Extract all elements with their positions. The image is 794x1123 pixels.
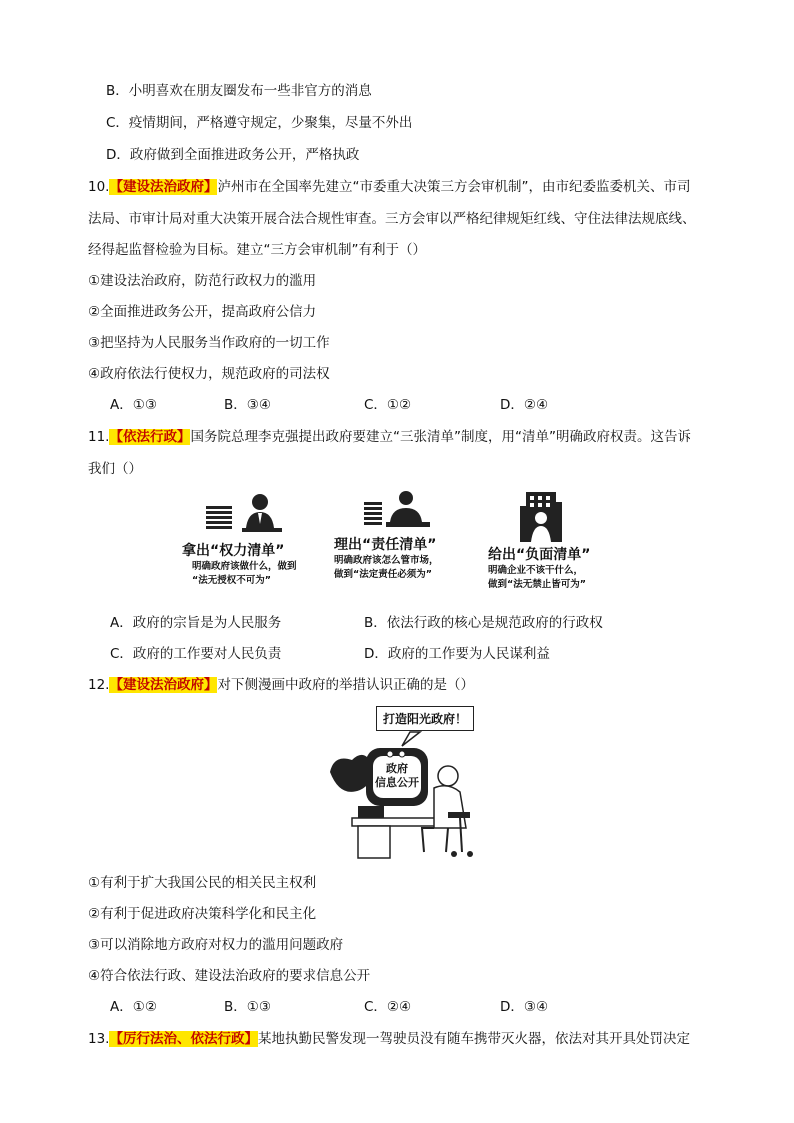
q12-item-1: ①有利于扩大我国公民的相关民主权利 — [88, 875, 317, 891]
q12-choice-c: C．②④ — [364, 999, 412, 1015]
monitor-label-line2: 信息公开 — [375, 776, 419, 789]
q10-tag: 【建设法治政府】 — [109, 179, 218, 195]
speech-bubble: 打造阳光政府！ — [376, 706, 474, 731]
panel3-desc1: 明确企业不该干什么， — [488, 565, 584, 576]
q10-stem-line1 — [88, 178, 690, 196]
q9-option-c: C．疫情期间，严格遵守规定，少聚集，尽量不外出 — [106, 115, 413, 131]
q9-option-b: B．小明喜欢在朋友圈发布一些非官方的消息 — [106, 83, 372, 99]
three-lists-cartoon — [178, 488, 618, 598]
q13-number: 13. — [88, 1031, 110, 1047]
official-at-desk-icon — [360, 488, 470, 534]
q11-choice-a: A．政府的宗旨是为人民服务 — [110, 615, 282, 631]
q12-number: 12. — [88, 677, 110, 693]
cartoon-panel-power-list — [178, 488, 318, 598]
q11-stem-line1 — [88, 428, 691, 446]
panel1-title: 拿出“权力清单” — [182, 543, 285, 559]
sunshine-government-cartoon — [330, 702, 480, 860]
q12-choice-b: B．①③ — [224, 999, 271, 1015]
q10-item-4: ④政府依法行使权力，规范政府的司法权 — [88, 366, 330, 382]
person-with-building-icon — [516, 488, 596, 544]
q10-stem-line2: 法局、市审计局对重大决策开展合法合规性审查。三方会审以严格纪律规矩红线、守住法律法规底线、 — [88, 211, 696, 227]
q12-choice-d: D．③④ — [500, 999, 549, 1015]
panel2-desc1: 明确政府该怎么管市场， — [334, 555, 439, 566]
monitor-label-line1: 政府 — [386, 762, 408, 775]
q13-tag: 【厉行法治、依法行政】 — [109, 1031, 258, 1047]
q12-item-3: ③可以消除地方政府对权力的滥用问题政府 — [88, 937, 344, 953]
q13-text1: 某地执勤民警发现一驾驶员没有随车携带灭火器，依法对其开具处罚决定 — [257, 1031, 690, 1047]
official-with-documents-icon — [202, 488, 312, 534]
q10-number: 10. — [88, 179, 110, 195]
q10-choice-d: D．②④ — [500, 397, 549, 413]
panel3-title: 给出“负面清单” — [488, 547, 591, 563]
panel2-desc2: 做到“法定责任必须为” — [334, 569, 432, 580]
q12-tag: 【建设法治政府】 — [109, 677, 218, 693]
q10-choice-c: C．①② — [364, 397, 412, 413]
cartoon-panel-negative-list — [482, 488, 622, 598]
q10-item-2: ②全面推进政务公开，提高政府公信力 — [88, 304, 317, 320]
q11-choice-c: C．政府的工作要对人民负责 — [110, 646, 282, 662]
q10-item-3: ③把坚持为人民服务当作政府的一切工作 — [88, 335, 330, 351]
q11-choice-b: B．依法行政的核心是规范政府的行政权 — [364, 615, 603, 631]
cartoon-panel-responsibility-list — [330, 488, 470, 598]
q10-text1: 泸州市在全国率先建立“市委重大决策三方会审机制”，由市纪委监委机关、市司 — [217, 179, 691, 195]
q11-number: 11. — [88, 429, 110, 445]
q11-text1: 国务院总理李克强提出政府要建立“三张清单”制度，用“清单”明确政府权责。这告诉 — [190, 429, 691, 445]
q12-text1: 对下侧漫画中政府的举措认识正确的是（） — [217, 677, 474, 693]
q12-stem-line1 — [88, 676, 474, 694]
panel1-desc2: “法无授权不可为” — [192, 575, 271, 586]
q10-choice-b: B．③④ — [224, 397, 271, 413]
q12-item-2: ②有利于促进政府决策科学化和民主化 — [88, 906, 317, 922]
q9-option-d: D．政府做到全面推进政务公开，严格执政 — [106, 147, 360, 163]
panel2-title: 理出“责任清单” — [334, 537, 437, 553]
q10-choice-a: A．①③ — [110, 397, 157, 413]
q10-item-1: ①建设法治政府，防范行政权力的滥用 — [88, 273, 317, 289]
q11-stem-line2: 我们（） — [88, 461, 142, 477]
panel3-desc2: 做到“法无禁止皆可为” — [488, 579, 586, 590]
q11-choice-d: D．政府的工作要为人民谋利益 — [364, 646, 550, 662]
panel1-desc1: 明确政府该做什么，做到 — [192, 561, 297, 572]
q11-tag: 【依法行政】 — [109, 429, 191, 445]
q13-stem-line1 — [88, 1030, 690, 1048]
q10-stem-line3: 经得起监督检验为目标。建立“三方会审机制”有利于（） — [88, 242, 426, 258]
q12-choice-a: A．①② — [110, 999, 157, 1015]
q12-item-4: ④符合依法行政、建设法治政府的要求信息公开 — [88, 968, 371, 984]
